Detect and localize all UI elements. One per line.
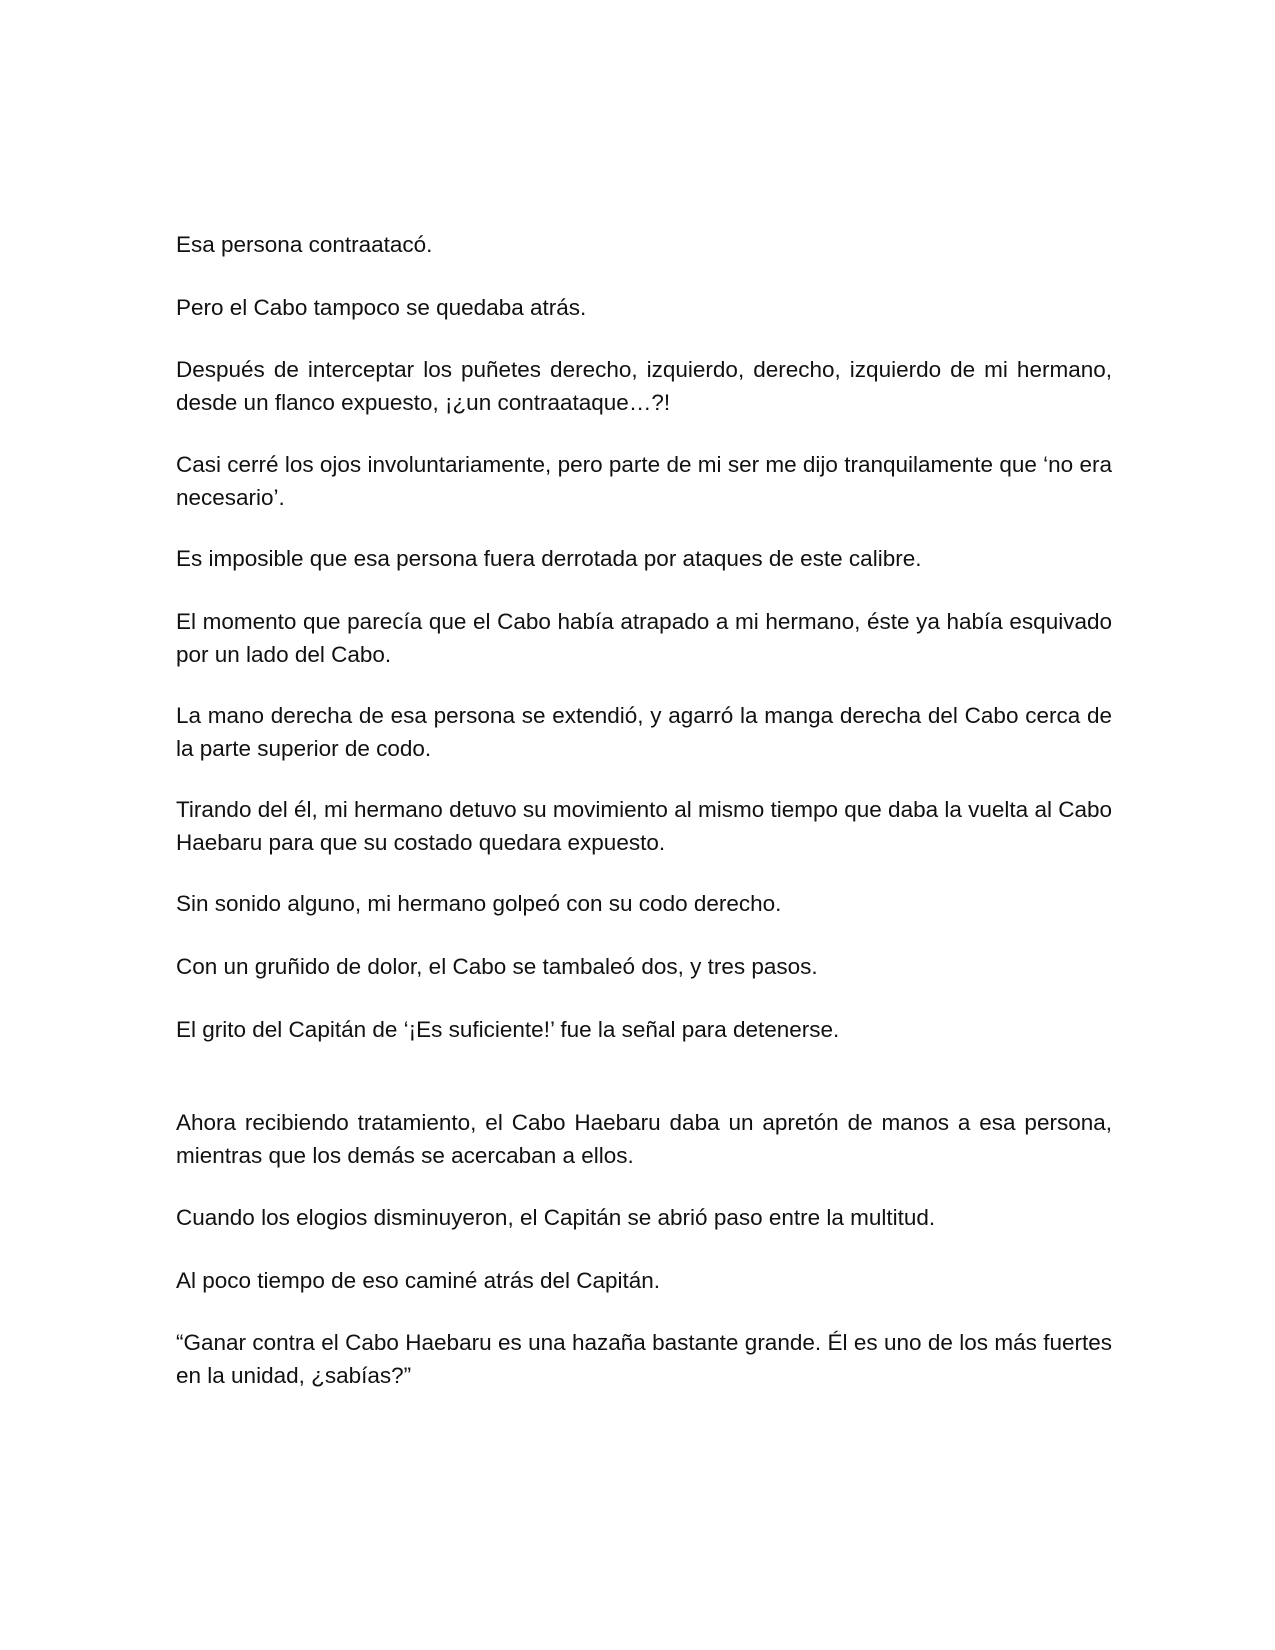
paragraph: La mano derecha de esa persona se extendió, y agarró la manga derecha del Cabo cerca de la parte superior de codo. (176, 703, 1112, 761)
paragraph: El momento que parecía que el Cabo había atrapado a mi hermano, éste ya había esquivado por un lado del Cabo. (176, 609, 1112, 667)
paragraph: Sin sonido alguno, mi hermano golpeó con su codo derecho. (176, 891, 782, 916)
paragraph: Al poco tiempo de eso caminé atrás del Capitán. (176, 1268, 661, 1293)
paragraph: Es imposible que esa persona fuera derrotada por ataques de este calibre. (176, 546, 922, 571)
paragraph: El grito del Capitán de ‘¡Es suficiente!’ fue la señal para detenerse. (176, 1017, 840, 1042)
paragraph: Cuando los elogios disminuyeron, el Capitán se abrió paso entre la multitud. (176, 1205, 936, 1230)
paragraph: Esa persona contraatacó. (176, 232, 433, 257)
paragraph: Tirando del él, mi hermano detuvo su movimiento al mismo tiempo que daba la vuelta al Cabo Haebaru para que su costado quedara expuesto. (176, 797, 1112, 855)
paragraph: Casi cerré los ojos involuntariamente, pero parte de mi ser me dijo tranquilamente que ‘no era necesario’. (176, 452, 1112, 510)
paragraph: Con un gruñido de dolor, el Cabo se tambaleó dos, y tres pasos. (176, 954, 818, 979)
paragraph: Pero el Cabo tampoco se quedaba atrás. (176, 295, 587, 320)
paragraph: Ahora recibiendo tratamiento, el Cabo Haebaru daba un apretón de manos a esa persona, mientras que los demás se acercaban a ellos. (176, 1110, 1112, 1168)
paragraph: Después de interceptar los puñetes derecho, izquierdo, derecho, izquierdo de mi hermano, desde un flanco expuesto, ¡¿un contraataque…?! (176, 357, 1112, 415)
paragraph: “Ganar contra el Cabo Haebaru es una hazaña bastante grande. Él es uno de los más fuertes en la unidad, ¿sabías?” (176, 1330, 1112, 1388)
